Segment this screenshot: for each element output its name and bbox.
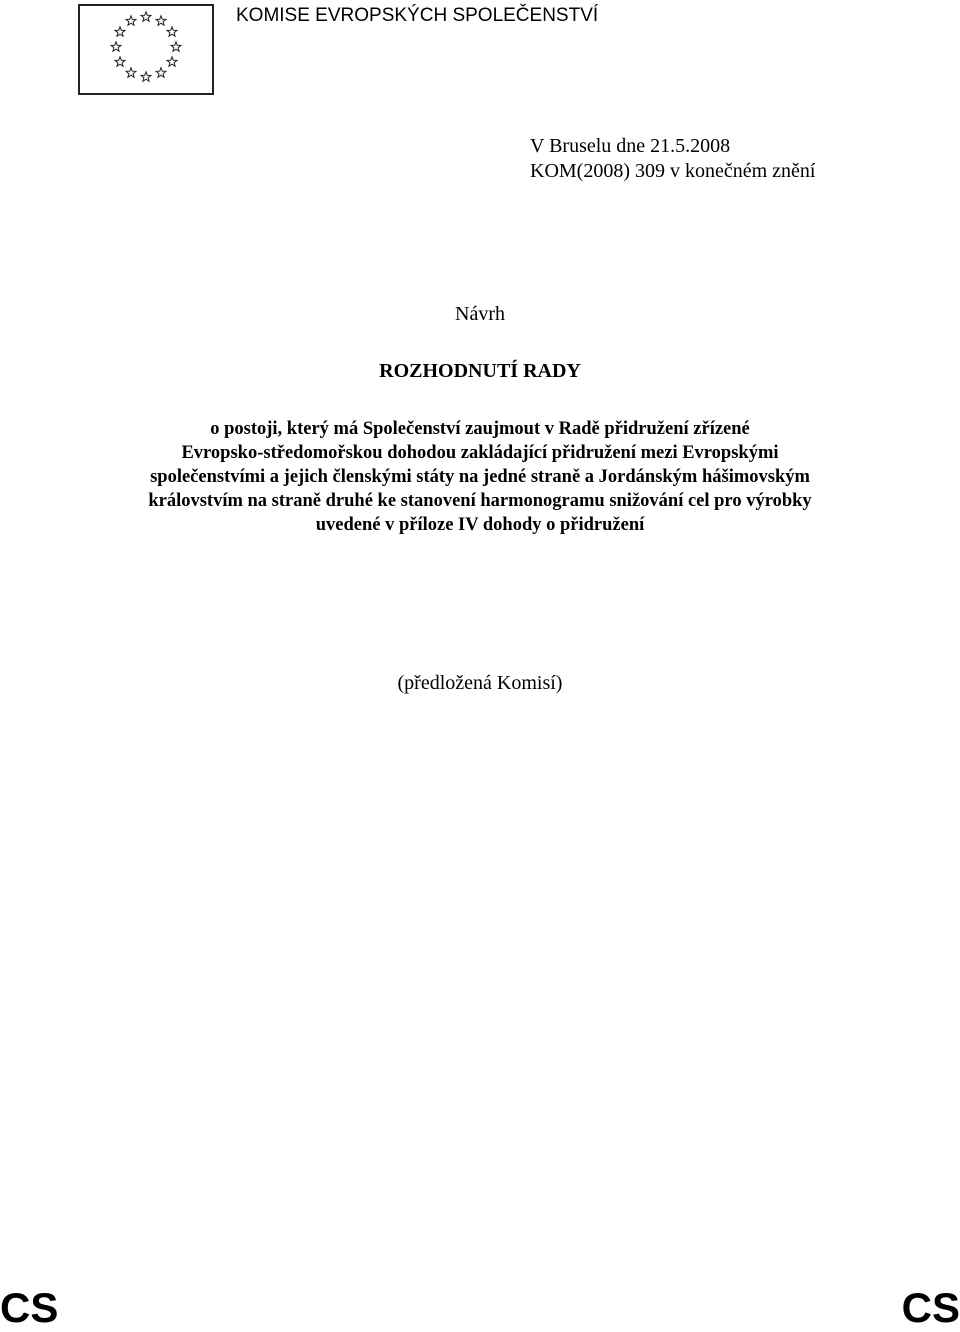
star-icon (141, 72, 151, 81)
star-icon (171, 42, 181, 51)
star-icon (141, 12, 151, 21)
language-code-left: CS (0, 1284, 59, 1331)
act-title-line: královstvím na straně druhé ke stanovení harmonogramu snižování cel pro výrobky (148, 491, 812, 511)
act-title-line: Evropsko-středomořskou dohodou zakládající přidružení mezi Evropskými (181, 443, 779, 463)
submitted-by: (předložená Komisí) (397, 672, 563, 694)
institution-name: KOMISE EVROPSKÝCH SPOLEČENSTVÍ (236, 5, 599, 26)
star-icon (111, 42, 121, 51)
star-icon (156, 68, 166, 77)
date-reference-block (530, 134, 816, 184)
document-reference: KOM(2008) 309 v konečném znění (530, 160, 816, 182)
star-icon (126, 16, 136, 25)
star-icon (167, 57, 177, 66)
star-icon (115, 57, 125, 66)
language-code-right: CS (901, 1284, 960, 1331)
act-title-line: uvedené v příloze IV dohody o přidružení (315, 515, 645, 535)
act-title-line: o postoji, který má Společenství zaujmout v Radě přidružení zřízené (210, 419, 750, 439)
act-title (60, 417, 900, 537)
star-icon (156, 16, 166, 25)
eu-flag-icon (78, 4, 214, 95)
proposal-label: Návrh (455, 303, 505, 325)
star-icon (115, 27, 125, 36)
act-title-line: společenstvími a jejich členskými státy na jedné straně a Jordánským hášimovským (150, 467, 810, 487)
place-date: V Bruselu dne 21.5.2008 (530, 135, 731, 157)
star-icon (167, 27, 177, 36)
act-type-heading: ROZHODNUTÍ RADY (379, 360, 581, 382)
star-icon (126, 68, 136, 77)
eu-stars-icon (80, 6, 212, 93)
